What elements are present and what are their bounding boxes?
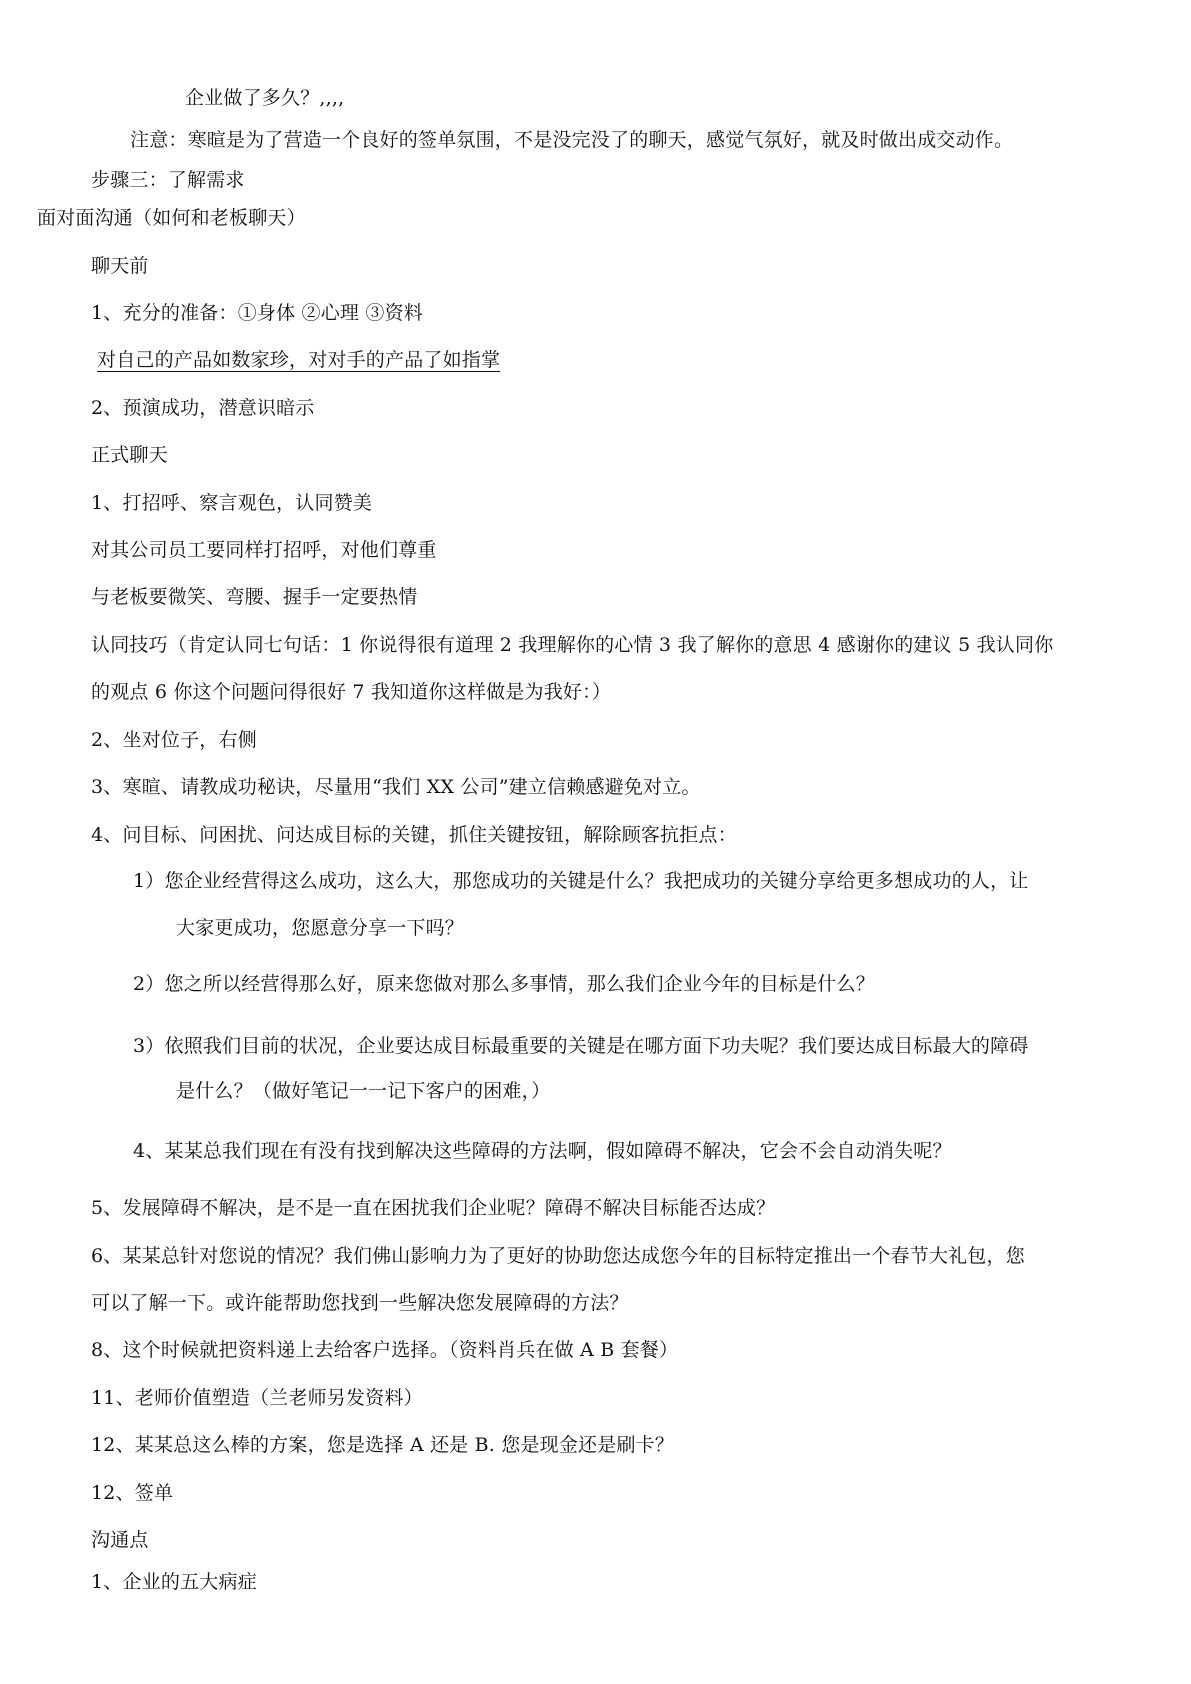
list-item-text: 1）您企业经营得这么成功，这么大，那您成功的关键是什么？我把成功的关键分享给更多想成功的人，让 xyxy=(133,870,1029,892)
note-line: 注意：寒暄是为了营造一个良好的签单氛围，不是没完没了的聊天，感觉气氛好，就及时做出成交动作。 xyxy=(130,129,1014,151)
text-line: 1、企业的五大病症 xyxy=(91,1571,257,1593)
text-line: 8、这个时候就把资料递上去给客户选择。（资料肖兵在做 A B 套餐） xyxy=(91,1339,679,1361)
list-item-text: 是什么？（做好笔记一一记下客户的困难，） xyxy=(176,1080,551,1102)
text-line: 4、问目标、问困扰、问达成目标的关键，抓住关键按钮，解除顾客抗拒点： xyxy=(91,824,737,846)
text-line: 12、签单 xyxy=(91,1482,174,1504)
text-line: 认同技巧（肯定认同七句话：1 你说得很有道理 2 我理解你的心情 3 我了解你的意思 4 感谢你的建议 5 我认同你 xyxy=(91,634,1054,656)
text-line: 与老板要微笑、弯腰、握手一定要热情 xyxy=(91,586,418,608)
text-line: 5、发展障碍不解决，是不是一直在困扰我们企业呢？障碍不解决目标能否达成？ xyxy=(91,1197,776,1219)
underlined-text-line: 对自己的产品如数家珍，对对手的产品了如指掌 xyxy=(97,349,501,371)
text-line: 2、坐对位子，右侧 xyxy=(91,729,257,751)
text-line: 1、充分的准备：①身体 ②心理 ③资料 xyxy=(91,302,423,324)
subsection-heading: 聊天前 xyxy=(91,255,149,277)
subsection-heading: 正式聊天 xyxy=(91,444,168,466)
text-line: 12、某某总这么棒的方案，您是选择 A 还是 B. 您是现金还是刷卡？ xyxy=(91,1434,675,1456)
list-item-text: 大家更成功，您愿意分享一下吗？ xyxy=(176,917,465,939)
list-item-text: 3）依照我们目前的状况，企业要达成目标最重要的关键是在哪方面下功夫呢？我们要达成目标最大的障碍 xyxy=(133,1035,1029,1057)
list-item-text: 4、某某总我们现在有没有找到解决这些障碍的方法啊，假如障碍不解决，它会不会自动消失呢？ xyxy=(133,1140,952,1162)
text-line: 1、打招呼、察言观色，认同赞美 xyxy=(91,492,373,514)
text-line: 的观点 6 你这个问题问得很好 7 我知道你这样做是为我好：） xyxy=(91,681,612,703)
step-heading: 步骤三：了解需求 xyxy=(91,169,245,191)
list-item-text: 2）您之所以经营得那么好，原来您做对那么多事情，那么我们企业今年的目标是什么？ xyxy=(133,973,875,995)
text-line: 2、预演成功，潜意识暗示 xyxy=(91,397,315,419)
text-line: 3、寒暄、请教成功秘诀，尽量用“我们 XX 公司”建立信赖感避免对立。 xyxy=(91,776,701,798)
text-line: 对其公司员工要同样打招呼，对他们尊重 xyxy=(91,539,437,561)
text-line: 6、某某总针对您说的情况？我们佛山影响力为了更好的协助您达成您今年的目标特定推出一个春节大礼包，您 xyxy=(91,1245,1025,1267)
text-line: 可以了解一下。或许能帮助您找到一些解决您发展障碍的方法？ xyxy=(91,1292,629,1314)
text-line: 11、老师价值塑造（兰老师另发资料） xyxy=(91,1387,423,1409)
subsection-heading: 沟通点 xyxy=(91,1529,149,1551)
section-heading: 面对面沟通（如何和老板聊天） xyxy=(37,207,306,229)
text-line: 企业做了多久？,,,, xyxy=(185,87,345,109)
